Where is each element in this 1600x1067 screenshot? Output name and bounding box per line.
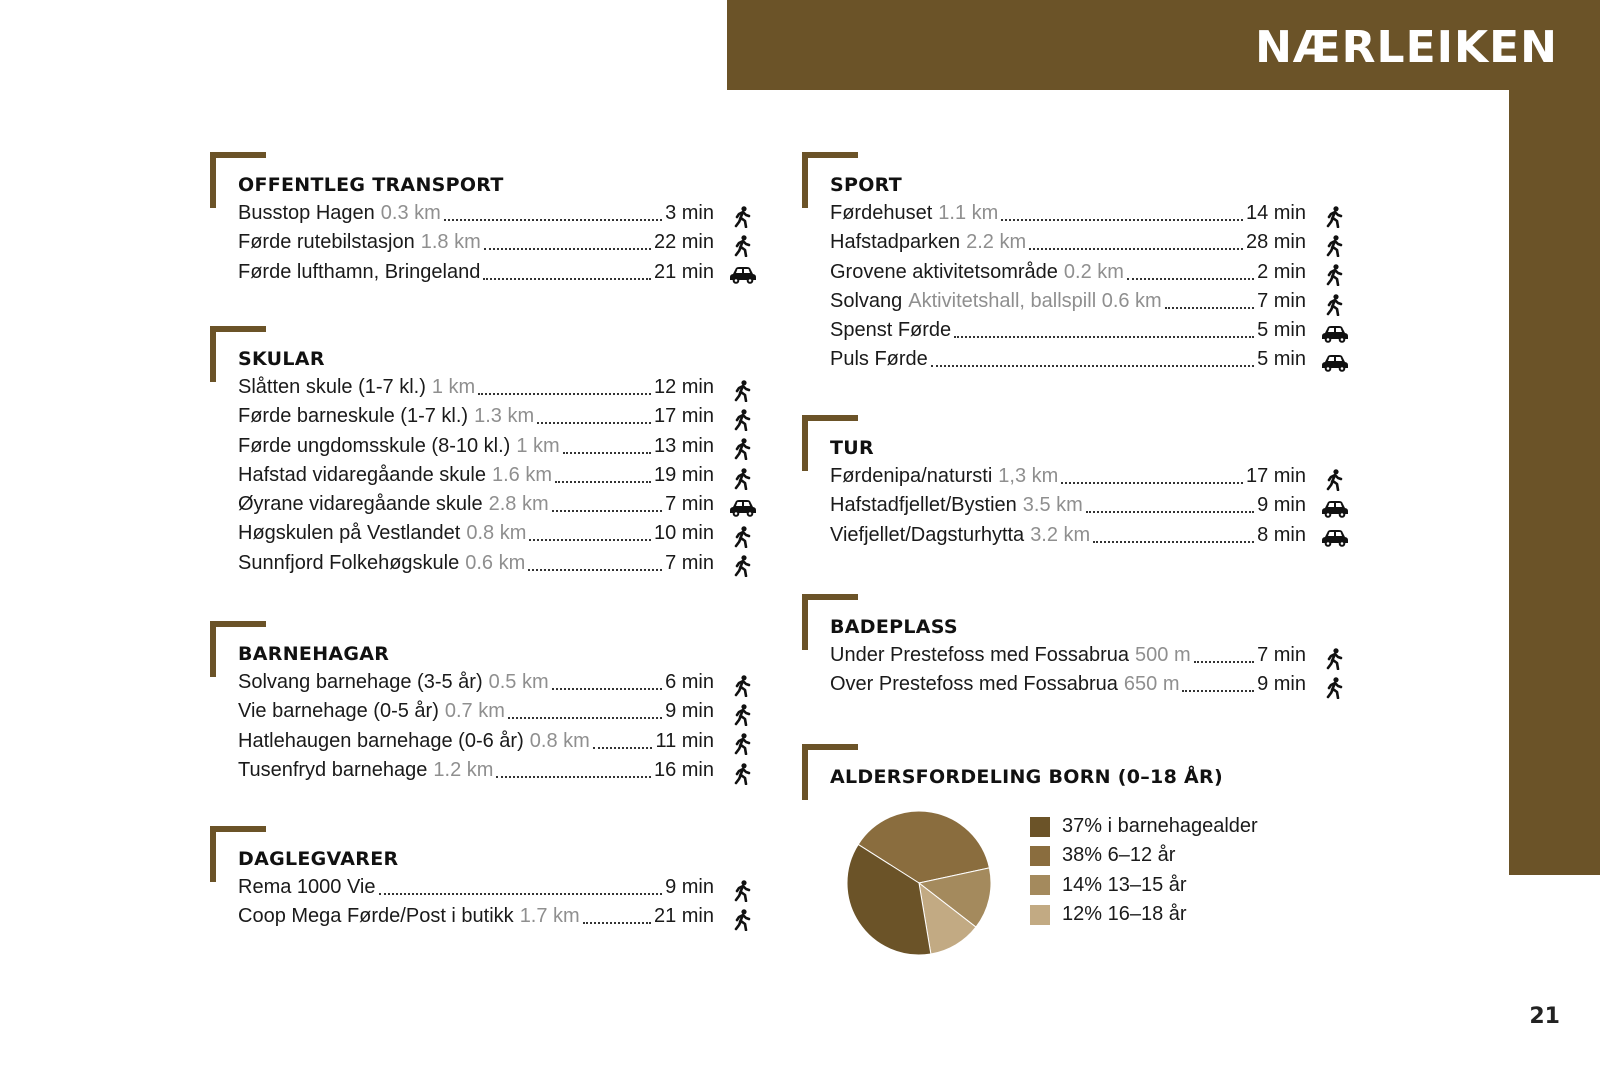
list-item <box>830 673 1350 702</box>
list-item <box>238 435 758 464</box>
travel-time: 17 min <box>653 405 714 428</box>
walking-person-icon <box>728 379 758 403</box>
dot-leader <box>954 323 1254 338</box>
travel-time: 7 min <box>1257 289 1306 312</box>
place-name: Coop Mega Førde/Post i butikk <box>238 905 514 928</box>
list-item <box>830 524 1350 553</box>
age-pie-chart <box>846 810 992 956</box>
list-item <box>830 202 1350 231</box>
walking-person-icon <box>1320 647 1350 671</box>
travel-time: 17 min <box>1245 465 1306 487</box>
dot-leader <box>552 675 662 690</box>
distance-text: 0.2 km <box>1063 260 1124 283</box>
travel-time: 9 min <box>665 700 714 723</box>
dot-leader <box>537 409 651 424</box>
list-item <box>238 261 758 290</box>
legend-item <box>1030 841 1258 870</box>
walking-person-icon <box>728 408 758 432</box>
walking-person-icon <box>1320 468 1350 492</box>
section-rows <box>238 202 758 290</box>
dot-leader <box>1165 294 1254 309</box>
travel-time: 28 min <box>1245 231 1306 254</box>
place-name: Sunnfjord Folkehøgskule <box>238 551 460 574</box>
dot-leader <box>483 265 651 280</box>
walking-person-icon <box>1320 234 1350 258</box>
place-name: Førdenipa/natursti <box>830 465 993 487</box>
dot-leader <box>1194 648 1254 663</box>
travel-time: 16 min <box>653 758 714 781</box>
list-item <box>830 261 1350 290</box>
walking-person-icon <box>1320 676 1350 700</box>
distance-text: 2.2 km <box>966 231 1027 254</box>
legend-item <box>1030 900 1258 929</box>
car-icon <box>728 263 758 287</box>
walking-person-icon <box>728 234 758 258</box>
car-icon <box>1320 497 1350 521</box>
chart-title: ALDERSFORDELING BORN (0–18 ÅR) <box>830 766 1223 788</box>
walking-person-icon <box>728 732 758 756</box>
dot-leader <box>931 352 1254 367</box>
dot-leader <box>555 468 651 483</box>
walking-person-icon <box>728 703 758 727</box>
place-name: Tusenfryd barnehage <box>238 758 428 781</box>
walking-person-icon <box>728 879 758 903</box>
dot-leader <box>1086 498 1254 513</box>
distance-text: 0.3 km <box>380 202 441 224</box>
walking-person-icon <box>728 437 758 461</box>
section-title: TUR <box>830 437 874 459</box>
section-rows <box>238 376 758 581</box>
page-title: NÆRLEIKEN <box>1255 22 1558 73</box>
list-item <box>238 405 758 434</box>
list-item <box>238 905 758 934</box>
travel-time: 7 min <box>665 493 714 516</box>
section-title: BARNEHAGAR <box>238 643 390 665</box>
place-name: Solvang <box>830 289 903 312</box>
place-name: Viefjellet/Dagsturhytta <box>830 523 1025 546</box>
place-name: Førde rutebilstasjon <box>238 231 415 254</box>
car-icon <box>1320 322 1350 346</box>
dot-leader <box>1061 469 1243 484</box>
place-name: Førde barneskule (1-7 kl.) <box>238 405 469 428</box>
walking-person-icon <box>1320 293 1350 317</box>
dot-leader <box>379 880 663 895</box>
distance-text: 1.1 km <box>938 202 999 224</box>
dot-leader <box>478 380 651 395</box>
dot-leader <box>552 497 662 512</box>
section-title: SKULAR <box>238 348 325 370</box>
distance-text: 1.7 km <box>519 905 580 928</box>
list-item <box>238 759 758 788</box>
distance-text: 1 km <box>431 376 476 398</box>
place-name: Øyrane vidaregåande skule <box>238 493 483 516</box>
place-name: Førde lufthamn, Bringeland <box>238 260 481 283</box>
place-name: Hafstadfjellet/Bystien <box>830 494 1017 517</box>
section-title: OFFENTLEG TRANSPORT <box>238 174 504 196</box>
walking-person-icon <box>728 467 758 491</box>
legend-label: 37% i barnehagealder <box>1062 815 1258 838</box>
list-item <box>238 730 758 759</box>
distance-text: 650 m <box>1123 673 1180 696</box>
page-number: 21 <box>1529 1004 1560 1029</box>
dot-leader <box>593 734 653 749</box>
distance-text: 0.7 km <box>444 700 505 723</box>
place-name: Busstop Hagen <box>238 202 375 224</box>
list-item <box>830 644 1350 673</box>
travel-time: 11 min <box>655 729 714 752</box>
pie-chart-svg <box>846 810 992 956</box>
distance-text: 1.3 km <box>474 405 535 428</box>
list-item <box>238 700 758 729</box>
travel-time: 9 min <box>1257 494 1306 517</box>
distance-text: 0.5 km <box>488 671 549 693</box>
dot-leader <box>563 439 651 454</box>
distance-text: Aktivitetshall, ballspill 0.6 km <box>908 289 1162 312</box>
section-title: DAGLEGVARER <box>238 848 399 870</box>
list-item <box>830 494 1350 523</box>
travel-time: 5 min <box>1257 319 1306 342</box>
place-name: Spenst Førde <box>830 319 952 342</box>
dot-leader <box>1093 528 1254 543</box>
place-name: Høgskulen på Vestlandet <box>238 522 461 545</box>
legend-swatch <box>1030 846 1050 866</box>
dot-leader <box>496 763 651 778</box>
list-item <box>830 231 1350 260</box>
place-name: Puls Førde <box>830 348 928 371</box>
distance-text: 500 m <box>1135 644 1191 666</box>
distance-text: 1.8 km <box>420 231 481 254</box>
travel-time: 21 min <box>653 260 714 283</box>
dot-leader <box>484 235 651 250</box>
legend-swatch <box>1030 817 1050 837</box>
car-icon <box>1320 526 1350 550</box>
distance-text: 1.6 km <box>491 463 552 486</box>
place-name: Over Prestefoss med Fossabrua <box>830 673 1118 696</box>
section-rows <box>238 671 758 788</box>
distance-text: 3.5 km <box>1022 494 1083 517</box>
travel-time: 19 min <box>653 463 714 486</box>
travel-time: 12 min <box>653 376 714 398</box>
section-title: BADEPLASS <box>830 616 958 638</box>
dot-leader <box>583 909 651 924</box>
travel-time: 9 min <box>1257 673 1306 696</box>
list-item <box>238 231 758 260</box>
list-item <box>238 376 758 405</box>
chart-legend <box>1030 812 1258 929</box>
place-name: Hatlehaugen barnehage (0-6 år) <box>238 729 524 752</box>
walking-person-icon <box>728 762 758 786</box>
walking-person-icon <box>1320 205 1350 229</box>
legend-label: 12% 16–18 år <box>1062 903 1187 926</box>
dot-leader <box>1127 265 1254 280</box>
walking-person-icon <box>728 554 758 578</box>
list-item <box>238 552 758 581</box>
place-name: Under Prestefoss med Fossabrua <box>830 644 1130 666</box>
distance-text: 3.2 km <box>1030 523 1091 546</box>
list-item <box>238 671 758 700</box>
travel-time: 8 min <box>1257 523 1306 546</box>
legend-label: 14% 13–15 år <box>1062 873 1187 896</box>
legend-item <box>1030 812 1258 841</box>
section-title: SPORT <box>830 174 902 196</box>
list-item <box>238 464 758 493</box>
place-name: Solvang barnehage (3-5 år) <box>238 671 483 693</box>
car-icon <box>1320 351 1350 375</box>
dot-leader <box>1001 206 1243 221</box>
distance-text: 0.8 km <box>529 729 590 752</box>
distance-text: 2.8 km <box>488 493 549 516</box>
car-icon <box>728 496 758 520</box>
travel-time: 5 min <box>1257 348 1306 371</box>
side-band <box>1509 90 1600 875</box>
travel-time: 7 min <box>665 551 714 574</box>
travel-time: 10 min <box>653 522 714 545</box>
list-item <box>238 493 758 522</box>
list-item <box>830 348 1350 377</box>
walking-person-icon <box>728 525 758 549</box>
list-item <box>238 876 758 905</box>
travel-time: 21 min <box>653 905 714 928</box>
walking-person-icon <box>728 908 758 932</box>
place-name: Førdehuset <box>830 202 933 224</box>
walking-person-icon <box>728 205 758 229</box>
dot-leader <box>1182 677 1254 692</box>
legend-swatch <box>1030 905 1050 925</box>
dot-leader <box>508 704 662 719</box>
travel-time: 9 min <box>665 876 714 898</box>
travel-time: 3 min <box>665 202 714 224</box>
dot-leader <box>444 206 662 221</box>
legend-item <box>1030 871 1258 900</box>
place-name: Hafstad vidaregåande skule <box>238 463 486 486</box>
distance-text: 1.2 km <box>433 758 494 781</box>
legend-label: 38% 6–12 år <box>1062 844 1176 867</box>
place-name: Grovene aktivitetsområde <box>830 260 1058 283</box>
list-item <box>238 522 758 551</box>
place-name: Førde ungdomsskule (8-10 kl.) <box>238 434 511 457</box>
place-name: Rema 1000 Vie <box>238 876 376 898</box>
list-item <box>830 319 1350 348</box>
place-name: Hafstadparken <box>830 231 961 254</box>
distance-text: 1,3 km <box>998 465 1059 487</box>
list-item <box>830 465 1350 494</box>
walking-person-icon <box>728 674 758 698</box>
dot-leader <box>529 526 651 541</box>
section-rows <box>830 465 1350 553</box>
walking-person-icon <box>1320 263 1350 287</box>
place-name: Vie barnehage (0-5 år) <box>238 700 439 723</box>
legend-swatch <box>1030 875 1050 895</box>
distance-text: 0.8 km <box>466 522 527 545</box>
travel-time: 13 min <box>653 434 714 457</box>
section-rows <box>830 644 1350 703</box>
list-item <box>830 290 1350 319</box>
travel-time: 22 min <box>653 231 714 254</box>
dot-leader <box>1029 235 1243 250</box>
section-rows <box>830 202 1350 378</box>
section-rows <box>238 876 758 935</box>
travel-time: 6 min <box>665 671 714 693</box>
list-item <box>238 202 758 231</box>
travel-time: 2 min <box>1257 260 1306 283</box>
distance-text: 0.6 km <box>465 551 526 574</box>
place-name: Slåtten skule (1-7 kl.) <box>238 376 426 398</box>
travel-time: 14 min <box>1245 202 1306 224</box>
dot-leader <box>528 556 662 571</box>
distance-text: 1 km <box>516 434 560 457</box>
travel-time: 7 min <box>1257 644 1306 666</box>
